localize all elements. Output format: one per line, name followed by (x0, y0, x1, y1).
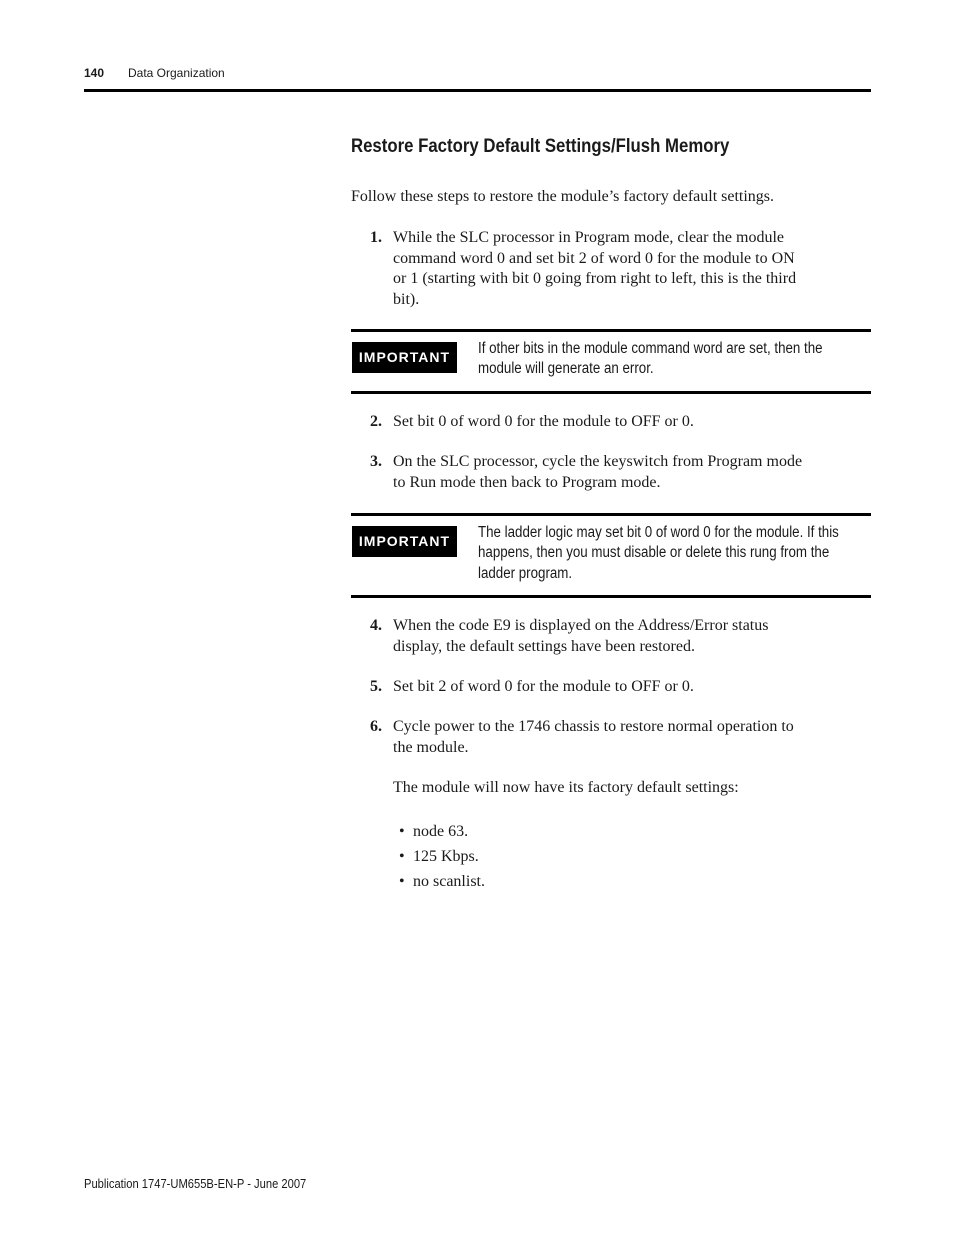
intro-paragraph: Follow these steps to restore the module’s factory default settings. (351, 188, 775, 205)
step-line: display, the default settings have been restored. (393, 637, 695, 655)
step-line: to Run mode then back to Program mode. (393, 473, 661, 491)
step-line: While the SLC processor in Program mode, clear the module (393, 229, 785, 246)
step-line: or 1 (starting with bit 0 going from right to left, this is the third (393, 270, 797, 287)
note-line: happens, then you must disable or delete this rung from the (478, 544, 830, 562)
step-line: Set bit 2 of word 0 for the module to OFF or 0. (393, 678, 694, 695)
step-text (393, 452, 871, 493)
bullet-icon: • (399, 823, 405, 840)
step-line: the module. (393, 738, 469, 756)
step-line: When the code E9 is displayed on the Address/Error status (393, 617, 769, 634)
step-line: On the SLC processor, cycle the keyswitch from Program mode (393, 453, 803, 470)
step-number: 2. (370, 413, 382, 430)
section-title (351, 135, 791, 158)
note-line: module will generate an error. (478, 360, 654, 378)
step-number: 3. (370, 453, 382, 470)
note-rule-top (351, 513, 871, 516)
note-line: ladder program. (478, 564, 573, 582)
list-item (399, 819, 485, 844)
section-title-text: Restore Factory Default Settings/Flush Memory (351, 135, 730, 157)
page-number: 140 (84, 66, 105, 80)
list-item (399, 869, 485, 894)
step-number: 6. (370, 718, 382, 735)
publication-info: Publication 1747-UM655B-EN-P - June 2007 (84, 1176, 307, 1191)
important-text (478, 523, 878, 584)
step-line: Cycle power to the 1746 chassis to restore normal operation to (393, 718, 794, 735)
list-item (399, 844, 485, 869)
note-line: If other bits in the module command word are set, then the (478, 340, 823, 357)
header-rule (84, 89, 871, 92)
important-note-2 (351, 513, 871, 599)
bullet-icon: • (399, 873, 405, 890)
defaults-list (399, 819, 485, 894)
step-number: 5. (370, 678, 382, 695)
list-item-text: 125 Kbps. (413, 848, 479, 865)
step-line: bit). (393, 290, 420, 308)
step-text (393, 412, 871, 433)
important-text (478, 339, 878, 380)
step-text (393, 228, 871, 310)
list-item-text: node 63. (413, 823, 469, 840)
note-rule-bottom (351, 391, 871, 394)
note-line: The ladder logic may set bit 0 of word 0 for the module. If this (478, 524, 839, 541)
step-number: 1. (370, 229, 382, 246)
step-number: 4. (370, 617, 382, 634)
step-text (393, 717, 871, 758)
note-rule-top (351, 329, 871, 332)
step-line: Set bit 0 of word 0 for the module to OFF or 0. (393, 413, 694, 430)
important-note-1 (351, 329, 871, 396)
page-footer (84, 1176, 342, 1191)
important-label: IMPORTANT (352, 526, 457, 557)
note-rule-bottom (351, 595, 871, 598)
chapter-title: Data Organization (128, 66, 225, 80)
important-label: IMPORTANT (352, 342, 457, 373)
defaults-intro: The module will now have its factory default settings: (393, 779, 739, 796)
step-text (393, 677, 871, 698)
step-text (393, 616, 871, 657)
list-item-text: no scanlist. (413, 873, 485, 890)
step-line: command word 0 and set bit 2 of word 0 for the module to ON (393, 249, 795, 267)
bullet-icon: • (399, 848, 405, 865)
